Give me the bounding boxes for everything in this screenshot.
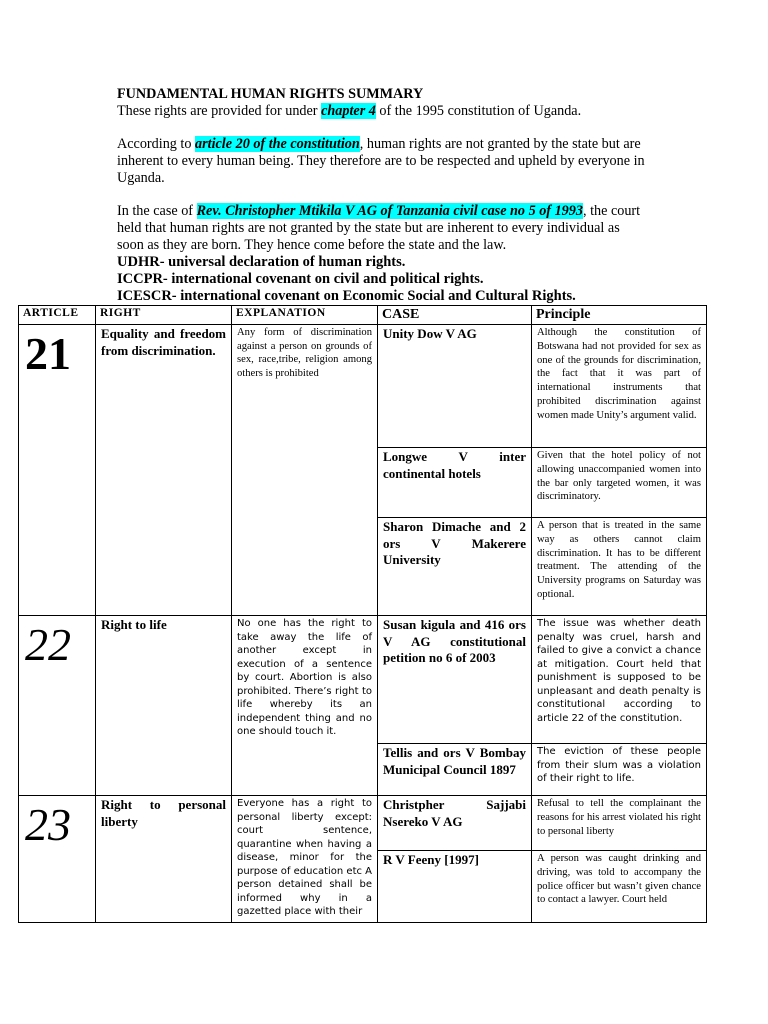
case-principle: The issue was whether death penalty was cruel, harsh and failed to give a convict a chance at mitigation. Court held that punishment is supposed to be unpleasant and death penalty is constitutional according to article 22 of the constitution.: [532, 616, 707, 744]
intro-paragraph-1: [117, 103, 647, 120]
article-highlight: article 20 of the constitution: [195, 136, 360, 152]
case-principle: Given that the hotel policy of not allowing unaccompanied women into the bar only targeted women, it was discriminatory.: [532, 448, 707, 518]
table-row: [19, 616, 707, 744]
document-title: FUNDAMENTAL HUMAN RIGHTS SUMMARY: [117, 86, 424, 102]
p2-text-after: , human rights are not granted by the state but are inherent to every human being. They therefore are to be respected and upheld by everyone in Uganda.: [117, 136, 645, 186]
header-principle: Principle: [532, 306, 707, 325]
case-principle: The eviction of these people from their slum was a violation of their right to life.: [532, 744, 707, 796]
case-name: Unity Dow V AG: [378, 325, 532, 448]
p2-text-before: According to: [117, 136, 196, 152]
rights-table: [18, 305, 707, 923]
case-principle: Although the constitution of Botswana had not provided for sex as one of the grounds for discrimination, the fact that it was part of international instruments that prohibited discrimination against women made Unity’s argument valid.: [532, 325, 707, 448]
case-principle: Refusal to tell the complainant the reasons for his arrest violated his right to personal liberty: [532, 796, 707, 851]
header-explanation: EXPLANATION: [232, 306, 378, 325]
case-principle: A person that is treated in the same way as others cannot claim discrimination. It has to be different treatment. The attending of the University programs on Saturday was optional.: [532, 518, 707, 616]
header-case: CASE: [378, 306, 532, 325]
case-name: Christpher Sajjabi Nsereko V AG: [378, 796, 532, 851]
p1-text-after: of the 1995 constitution of Uganda.: [375, 103, 582, 119]
article-number: 23: [19, 796, 96, 923]
chapter-highlight: chapter 4: [321, 103, 376, 119]
table-row: [19, 325, 707, 448]
p1-text-before: These rights are provided for under: [117, 103, 322, 119]
case-name: Longwe V inter continental hotels: [378, 448, 532, 518]
table-row: [19, 796, 707, 851]
case-name: R V Feeny [1997]: [378, 851, 532, 923]
case-highlight: Rev. Christopher Mtikila V AG of Tanzania civil case no 5 of 1993: [196, 203, 583, 219]
right-explanation: No one has the right to take away the life of another except in execution of a sentence by court. Abortion is also prohibited. There’s right to life whereby its an independent thing and no one should touch it.: [232, 616, 378, 796]
case-principle: A person was caught drinking and driving, was told to accompany the police officer but wasn’t given chance to contact a lawyer. Court held: [532, 851, 707, 923]
right-explanation: Everyone has a right to personal liberty except: court sentence, quarantine when having a disease, minor for the purpose of education etc A person detained shall be informed why in a gazetted place with their: [232, 796, 378, 923]
right-name: Equality and freedom from discrimination.: [96, 325, 232, 616]
right-name: Right to personal liberty: [96, 796, 232, 923]
p3-text-before: In the case of: [117, 203, 197, 219]
definition-iccpr: ICCPR- international covenant on civil and political rights.: [117, 271, 484, 287]
article-number: 22: [19, 616, 96, 796]
article-number: 21: [19, 325, 96, 616]
case-name: Tellis and ors V Bombay Municipal Council 1897: [378, 744, 532, 796]
definition-icescr: ICESCR- international covenant on Economic Social and Cultural Rights.: [117, 288, 576, 304]
intro-section: [117, 86, 647, 305]
right-name: Right to life: [96, 616, 232, 796]
p3-text-after: , the court held that human rights are not granted by the state but are inherent to every individual as soon as they are born. They hence come before the state and the law.: [117, 203, 641, 253]
definition-udhr: UDHR- universal declaration of human rights.: [117, 254, 406, 270]
intro-paragraph-2: [117, 136, 647, 187]
case-name: Susan kigula and 416 ors V AG constitutional petition no 6 of 2003: [378, 616, 532, 744]
intro-paragraph-3: [117, 203, 647, 254]
table-header-row: [19, 306, 707, 325]
right-explanation: Any form of discrimination against a person on grounds of sex, race,tribe, religion among others is prohibited: [232, 325, 378, 616]
header-right: RIGHT: [96, 306, 232, 325]
case-name: Sharon Dimache and 2 ors V Makerere University: [378, 518, 532, 616]
header-article: ARTICLE: [19, 306, 96, 325]
